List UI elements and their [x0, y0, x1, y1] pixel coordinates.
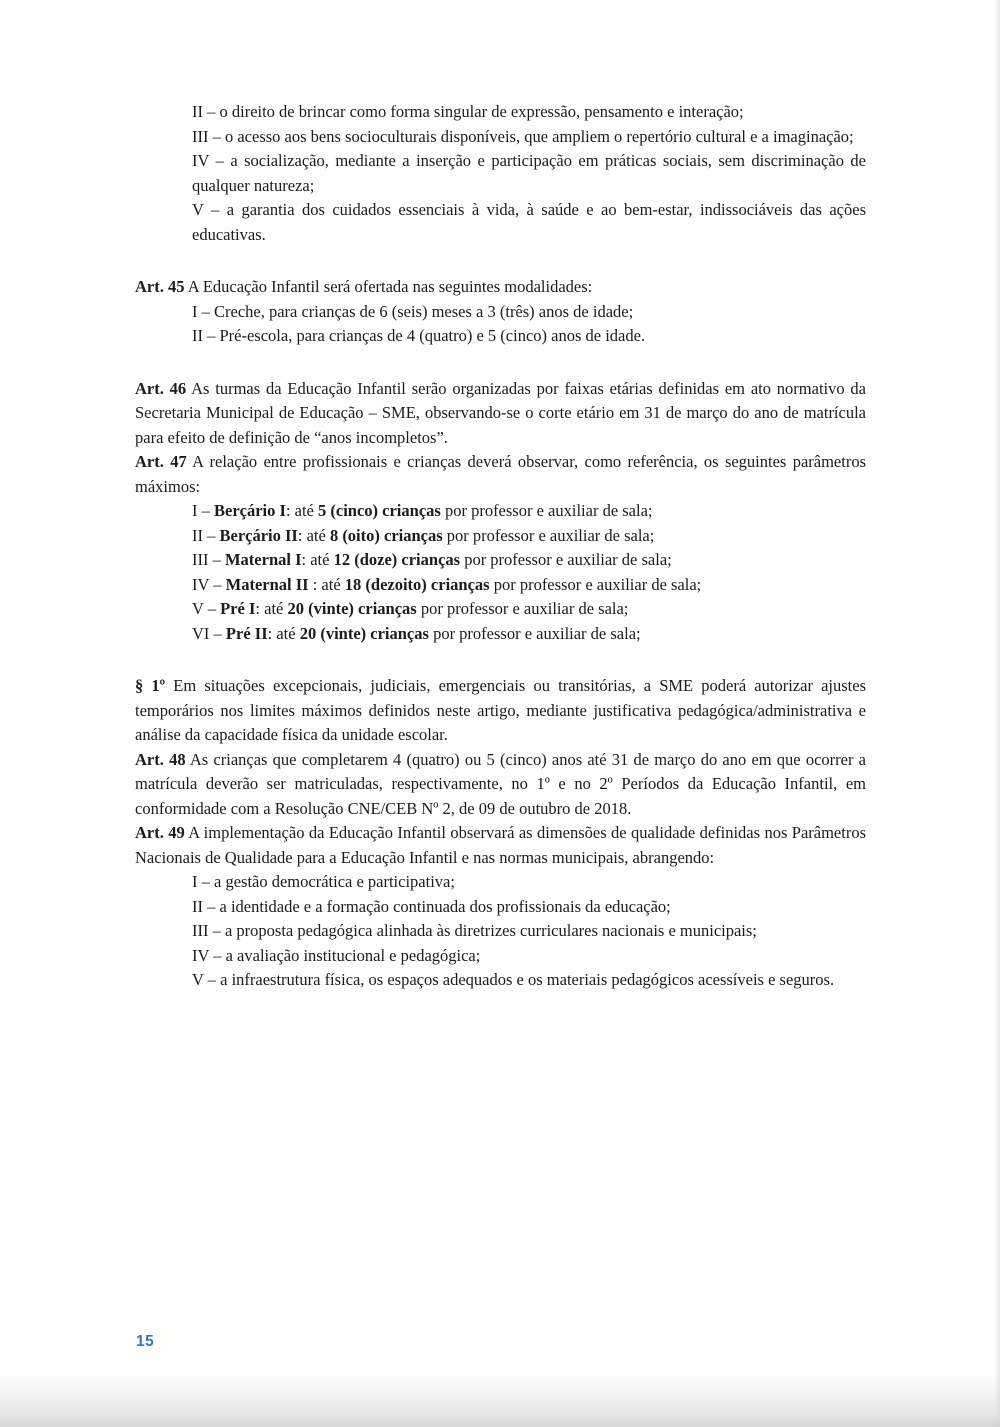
bold-text-run: § 1º — [135, 676, 166, 695]
page-number: 15 — [136, 1333, 155, 1350]
text-run: : até — [285, 501, 319, 520]
text-run: : até — [255, 599, 288, 618]
bold-text-run: Pré II — [225, 623, 268, 643]
paragraph — [135, 377, 866, 451]
list-item — [192, 499, 866, 524]
list-item — [192, 125, 866, 150]
list-item — [192, 573, 866, 598]
list-item — [192, 100, 866, 125]
paragraph — [135, 821, 866, 870]
bold-text-run: Art. 45 — [135, 277, 185, 296]
text-run: IV – a socialização, mediante a inserção e participação em práticas sociais, sem discriminação de qualquer natureza; — [192, 151, 866, 195]
paragraph — [135, 450, 866, 499]
text-run: Em situações excepcionais, judiciais, emergenciais ou transitórias, a SME poderá autorizar ajustes temporários nos limites máximos definidos neste artigo, mediante justificativa pedagógica/administrativa e análise da capacidade física da unidade escolar. — [135, 676, 866, 744]
text-run: V – — [192, 599, 221, 618]
text-run: A relação entre profissionais e crianças deverá observar, como referência, os seguintes parâmetros máximos: — [135, 452, 866, 496]
text-run: III – o acesso aos bens socioculturais disponíveis, que ampliem o repertório cultural e a imaginação; — [192, 126, 854, 146]
bold-text-run: Berçário I — [214, 501, 286, 520]
bold-text-run: Art. 47 — [135, 452, 187, 471]
bold-text-run: 20 (vinte) crianças — [299, 623, 429, 643]
list-item — [192, 198, 866, 247]
paragraph — [135, 275, 866, 300]
text-run: I – a gestão democrática e participativa; — [192, 872, 455, 891]
list-item — [192, 324, 866, 349]
list-item — [192, 548, 866, 573]
text-run: : até — [308, 574, 345, 594]
bold-text-run: Pré I — [220, 599, 256, 618]
bold-text-run: 18 (dezoito) crianças — [344, 574, 490, 594]
bold-text-run: 5 (cinco) crianças — [318, 501, 441, 520]
bold-text-run: Art. 48 — [135, 749, 186, 769]
list-item — [192, 597, 866, 622]
text-run: por professor e auxiliar de sala; — [416, 599, 629, 618]
text-run: por professor e auxiliar de sala; — [428, 623, 641, 643]
text-run: A implementação da Educação Infantil observará as dimensões de qualidade definidas nos Parâmetros Nacionais de Qualidade para a Educação Infantil e nas normas municipais, abrangendo: — [135, 823, 866, 867]
list-item — [192, 524, 866, 549]
list-item — [192, 968, 866, 993]
list-item — [192, 300, 866, 325]
text-run: V – a garantia dos cuidados essenciais à vida, à saúde e ao bem-estar, indissociáveis das ações educativas. — [192, 200, 866, 244]
text-run: III – a proposta pedagógica alinhada às diretrizes curriculares nacionais e municipais; — [192, 921, 757, 940]
list-item — [192, 870, 866, 895]
text-run: IV – a avaliação institucional e pedagógica; — [192, 945, 481, 965]
bold-text-run: 8 (oito) crianças — [329, 525, 443, 545]
text-run: As crianças que completarem 4 (quatro) ou 5 (cinco) anos até 31 de março do ano em que ocorrer a matrícula deverão ser matriculadas, respectivamente, no 1º e no 2º Períodos da Educação Infantil, em conformidade com a Resolução CNE/CEB Nº 2, de 09 de outubro de 2018. — [135, 749, 867, 818]
bold-text-run: Art. 46 — [135, 378, 187, 398]
scan-edge-bottom — [0, 1375, 1000, 1427]
paragraph — [135, 674, 866, 748]
list-block — [135, 100, 866, 247]
list-item — [192, 149, 866, 198]
text-run: V – a infraestrutura física, os espaços adequados e os materiais pedagógicos acessíveis e seguros. — [192, 970, 835, 989]
text-run: I – — [192, 501, 214, 520]
bold-text-run: Art. 49 — [135, 823, 185, 842]
text-run: I – Creche, para crianças de 6 (seis) meses a 3 (três) anos de idade; — [192, 301, 634, 321]
text-run: : até — [297, 525, 330, 545]
list-block — [135, 300, 866, 349]
paragraph — [135, 748, 866, 822]
list-item — [192, 944, 866, 969]
list-block — [135, 499, 866, 646]
text-run: por professor e auxiliar de sala; — [460, 550, 672, 569]
scan-edge-right — [994, 0, 1000, 1427]
text-run: II – Pré-escola, para crianças de 4 (quatro) e 5 (cinco) anos de idade. — [192, 326, 646, 345]
text-run: II – o direito de brincar como forma singular de expressão, pensamento e interação; — [192, 102, 744, 121]
bold-text-run: Maternal I — [224, 550, 302, 569]
text-run: IV – — [192, 574, 226, 594]
text-run: As turmas da Educação Infantil serão organizadas por faixas etárias definidas em ato normativo da Secretaria Municipal de Educação – SME, observando-se o corte etário em 31 de março do ano de matrícula para efeito de definição de “anos incompletos”. — [135, 378, 867, 447]
text-run: por professor e auxiliar de sala; — [489, 574, 702, 594]
text-run: : até — [267, 623, 300, 643]
text-run: VI – — [192, 623, 226, 643]
bold-text-run: Maternal II — [225, 574, 309, 594]
list-block — [135, 870, 866, 993]
list-item — [192, 919, 866, 944]
text-run: II – — [192, 525, 220, 545]
document-content — [135, 100, 866, 1021]
bold-text-run: 20 (vinte) crianças — [287, 599, 417, 618]
text-run: III – — [192, 550, 225, 569]
bold-text-run: Berçário II — [219, 525, 298, 545]
list-item — [192, 622, 866, 647]
list-item — [192, 895, 866, 920]
text-run: A Educação Infantil será ofertada nas seguintes modalidades: — [184, 277, 593, 296]
text-run: por professor e auxiliar de sala; — [442, 525, 655, 545]
text-run: II – a identidade e a formação continuada dos profissionais da educação; — [192, 896, 671, 916]
bold-text-run: 12 (doze) crianças — [333, 550, 461, 569]
text-run: por professor e auxiliar de sala; — [440, 501, 653, 520]
text-run: : até — [301, 550, 334, 569]
